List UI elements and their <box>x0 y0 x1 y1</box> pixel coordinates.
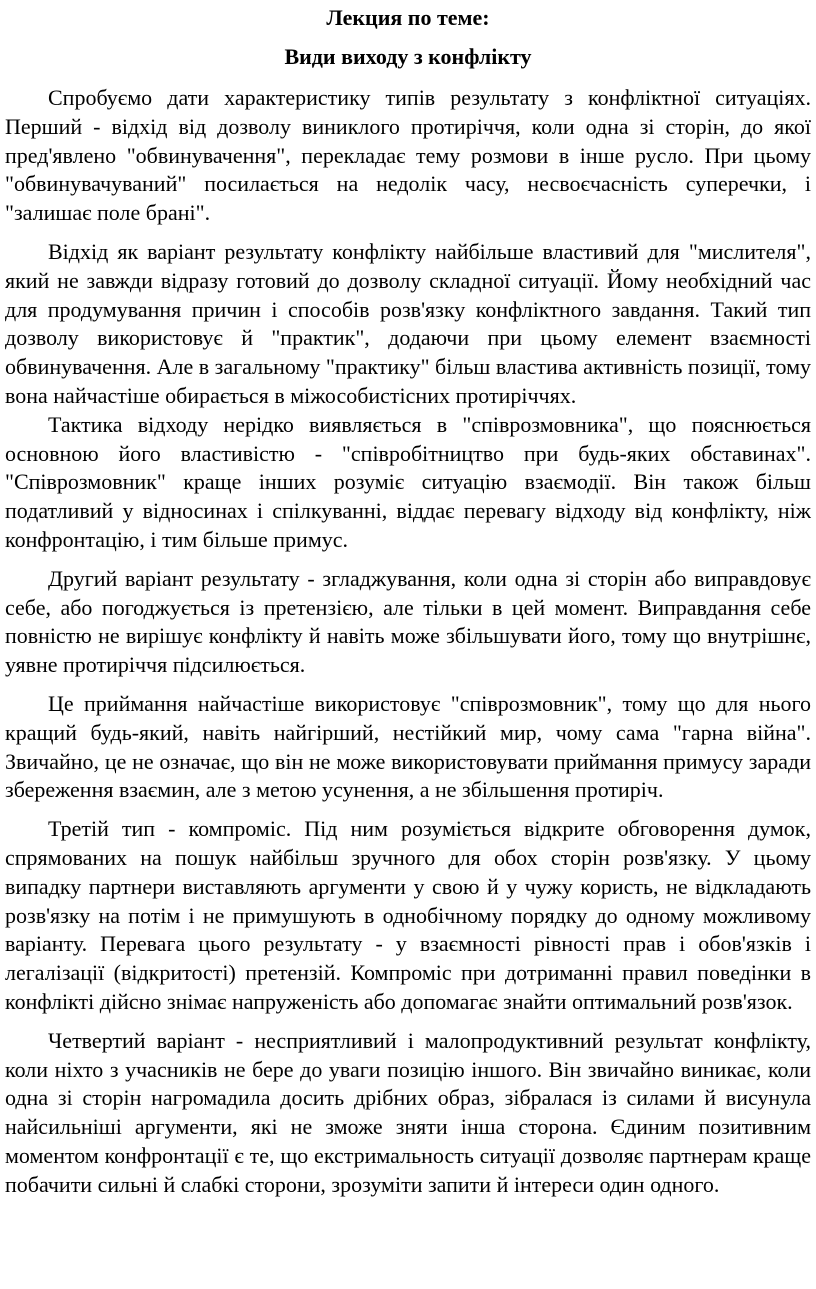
paragraph-6: Третій тип - компроміс. Під ним розуміється відкрите обговорення думок, спрямованих на пошук найбільш зручного для обох сторін розв'язку. У цьому випадку партнери виставляють аргументи у свою й у чужу користь, не відкладають розв'язку на потім і не примушують в однобічному порядку до одному можливому варіанту. Перевага цього результату - у взаємності рівності прав і обов'язків і легалізації (відкритості) претензій. Компроміс при дотриманні правил поведінки в конфлікті дійсно знімає напруженість або допомагає знайти оптимальний розв'язок. <box>5 816 811 1014</box>
paragraph-5: Це приймання найчастіше використовує "співрозмовник", тому що для нього кращий будь-який, навіть найгірший, нестійкий мир, чому сама "гарна війна". Звичайно, це не означає, що він не може використовувати приймання примусу заради збереження взаємин, але з метою усунення, а не збільшення протиріч. <box>5 690 811 803</box>
document-subtitle: Види виходу з конфлікту <box>284 44 532 69</box>
paragraph-7: Четвертий варіант - несприятливий і малопродуктивний результат конфлікту, коли ніхто з учасників не бере до уваги позицію іншого. Він звичайно виникає, коли одна зі сторін нагромадила досить дрібних образ, зібралася із силами й висунула найсильніші аргументи, які не зможе зняти інша сторона. Єдиним позитивним моментом конфронтації є те, що екстримальность ситуації дозволяє партнерам краще побачити сильні й слабкі сторони, зрозуміти запити й інтереси один одного. <box>5 1027 811 1197</box>
paragraph-1: Спробуємо дати характеристику типів результату з конфліктної ситуаціях. Перший - відхід від дозволу виниклого протиріччя, коли одна зі сторін, до якої пред'явлено "обвинувачення", перекладає тему розмови в інше русло. При цьому "обвинувачуваний" посилається на недолік часу, несвоєчасність суперечки, і "залишає поле брані". <box>5 85 811 226</box>
paragraph-4: Другий варіант результату - згладжування, коли одна зі сторін або виправдовує себе, або погоджується із претензією, але тільки в цей момент. Виправдання себе повністю не вирішує конфлікту й навіть може збільшувати його, тому що внутрішнє, уявне протиріччя підсилюється. <box>5 565 811 678</box>
paragraph-3: Тактика відходу нерідко виявляється в "співрозмовника", що пояснюється основною його властивістю - "співробітництво при будь-яких обставинах". "Співрозмовник" краще інших розуміє ситуацію взаємодії. Він також більш податливий у відносинах і спілкуванні, віддає перевагу відходу від конфлікту, ніж конфронтацію, і тим більше примус. <box>5 411 811 552</box>
document-title: Лекция по теме: <box>326 5 490 30</box>
paragraph-2: Відхід як варіант результату конфлікту найбільше властивий для "мислителя", який не завжди відразу готовий до дозволу складної ситуації. Йому необхідний час для продумування причин і способів розв'язку конфліктного завдання. Такий тип дозволу використовує й "практик", додаючи при цьому елемент взаємності обвинувачення. Але в загальному "практику" більш властива активність позиції, тому вона найчастіше обирається в міжособистісних протиріччях. <box>5 238 811 408</box>
